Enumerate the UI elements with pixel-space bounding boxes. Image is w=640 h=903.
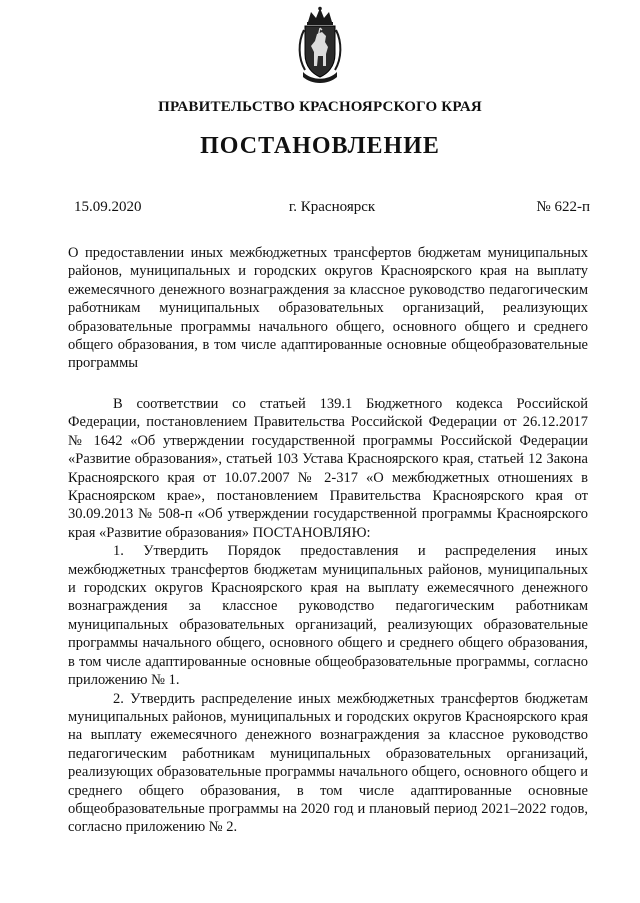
document-body — [68, 395, 588, 837]
coat-of-arms-krasnoyarsk-icon — [295, 6, 345, 86]
government-name: ПРАВИТЕЛЬСТВО КРАСНОЯРСКОГО КРАЯ — [158, 99, 482, 115]
document-date: 15.09.2020 — [74, 199, 142, 215]
document-meta — [74, 199, 590, 219]
item-2-paragraph: 2. Утвердить распределение иных межбюджетных трансфертов бюджетам муниципальных районов, муниципальных и городских округов Красноярского края на выплату ежемесячного денежного вознаграждения за классное руководство педагогическим работникам муниципальных образовательных организаций, реализующих образовательные программы начального общего, основного общего и среднего общего образования, в том числе адаптированные основные общеобразовательные программы на 2020 год и плановый период 2021–2022 годов, согласно приложению № 2. — [68, 690, 588, 836]
document-number: № 622-п — [536, 199, 590, 215]
document-city: г. Красноярск — [288, 199, 376, 215]
preamble-paragraph: В соответствии со статьей 139.1 Бюджетного кодекса Российской Федерации, постановлением Правительства Российской Федерации от 26.12.2017 № 1642 «Об утверждении государственной программы Российской Федерации «Развитие образования», статьей 103 Устава Красноярского края, статьей 12 Закона Красноярского края от 10.07.2007 № 2-317 «О межбюджетных отношениях в Красноярском крае», постановлением Правительства Красноярского края от 30.09.2013 № 508-п «Об утверждении государственной программы Красноярского края «Развитие образования» ПОСТАНОВЛЯЮ: — [68, 396, 588, 541]
document-subject: О предоставлении иных межбюджетных трансфертов бюджетам муниципальных районов, муниципальных и городских округов Красноярского края на выплату ежемесячного денежного вознаграждения за классное руководство педагогическим работникам муниципальных образовательных организаций, реализующих образовательные программы начального общего, основного общего и среднего общего образования, в том числе адаптированные основные общеобразовательные программы — [68, 245, 588, 372]
item-1-paragraph: 1. Утвердить Порядок предоставления и распределения иных межбюджетных трансфертов бюджетам муниципальных районов, муниципальных и городских округов Красноярского края на выплату ежемесячного денежного вознаграждения за классное руководство педагогическим работникам муниципальных образовательных организаций, реализующих образовательные программы начального общего, основного общего и среднего общего образования, в том числе адаптированные основные общеобразовательные программы, согласно приложению № 1. — [68, 543, 588, 689]
document-title: ПОСТАНОВЛЕНИЕ — [200, 133, 440, 159]
